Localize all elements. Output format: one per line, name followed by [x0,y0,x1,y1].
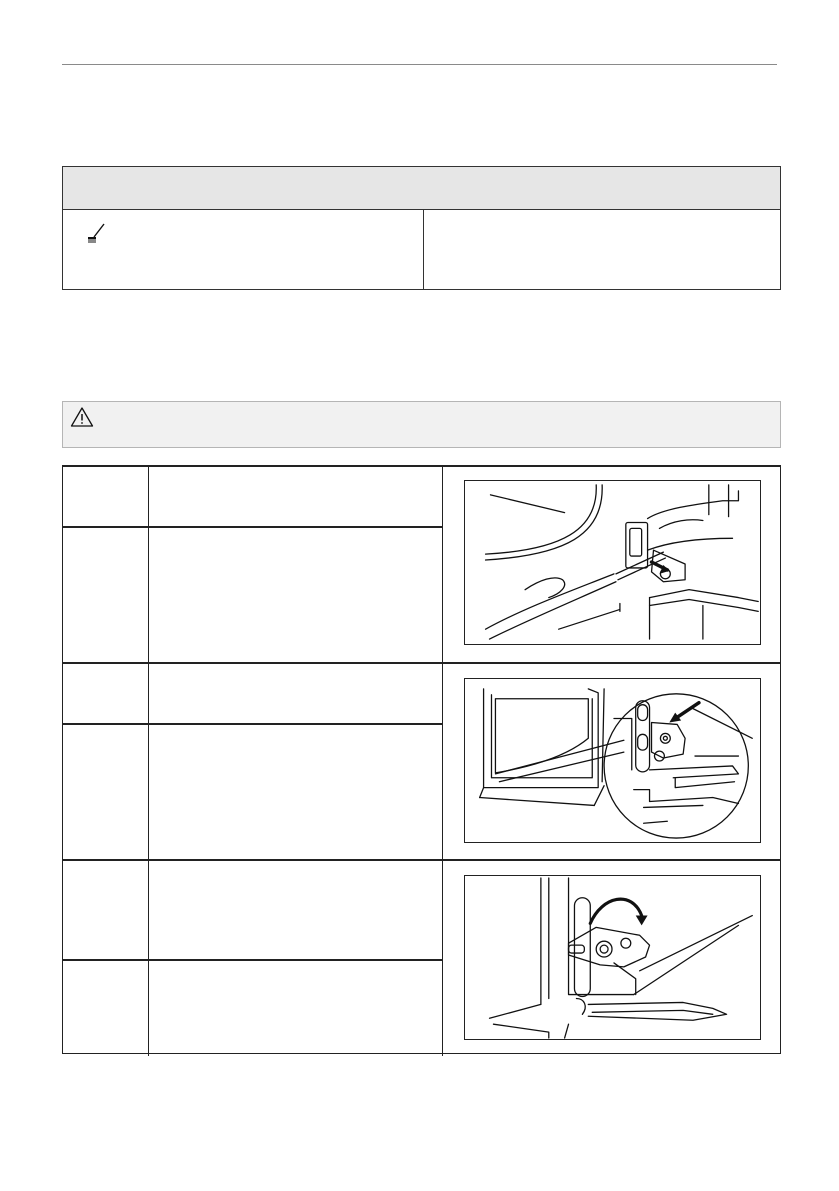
hinge-lever-rotate-drawing [465,876,760,1039]
steps-table [62,465,781,1054]
step-row-divider [63,959,442,961]
step-text-column [148,664,443,861]
step-text-column [148,467,443,662]
hinge-lever-detail-illustration [464,678,761,843]
warning-box [62,401,781,448]
cleaning-table-cell-left [63,210,424,290]
step-row-divider [63,526,442,528]
step-group-3 [63,859,780,1056]
step-group-2 [63,662,780,861]
step-number-column [63,664,149,861]
cleaning-table-row [63,210,780,290]
door-hinge-release-illustration [464,480,761,645]
step-number-column [63,467,149,662]
hinge-lever-detail-drawing [465,679,760,842]
step-group-1 [63,467,780,662]
hinge-lever-rotate-illustration [464,875,761,1040]
cleaning-table [62,166,781,290]
cleaning-table-header [63,167,780,210]
step-row-divider [63,723,442,725]
warning-triangle-icon [70,406,94,428]
door-hinge-release-drawing [465,481,760,644]
cleaning-table-cell-right [424,210,780,290]
cleaning-brush-icon [85,222,107,244]
header-rule [62,64,777,65]
